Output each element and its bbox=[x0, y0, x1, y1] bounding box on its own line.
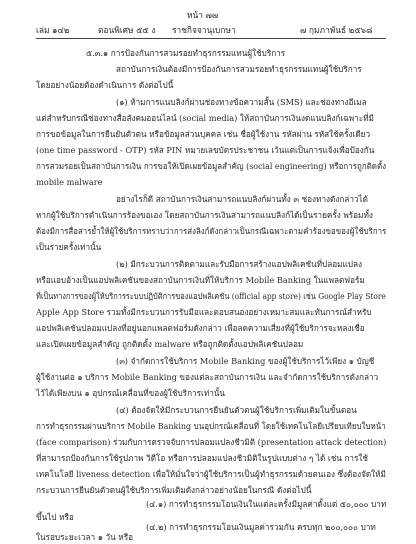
body-line: เทคโนโลยี liveness detection เพื่อให้มั่นใจว่าผู้ใช้บริการเป็นผู้ทำธุรกรรมด้วยตนเอง ซึ่งต้องจัดให้มี bbox=[36, 469, 386, 479]
body-line: ขึ้นไป หรือ bbox=[36, 512, 74, 522]
body-line: การสวมรอยเป็นสถาบันการเงิน การขอให้เปิดเผยข้อมูลสำคัญ (social engineering) หรือการถูกติดตั้ง bbox=[36, 161, 387, 171]
sub-clause-4-1: (๔.๑) การทำธุรกรรมโอนเงินในแต่ละครั้งมีมูลค่าตั้งแต่ ๕๐,๐๐๐ บาท bbox=[146, 499, 387, 509]
clause-1-note: อย่างไรก็ดี สถาบันการเงินสามารถแนบลิงก์ผ่านทั้ง ๓ ช่องทางดังกล่าวได้ bbox=[116, 194, 368, 204]
edition-number: ตอนพิเศษ ๕๕ ง bbox=[98, 25, 156, 35]
sub-clause-4-2: (๔.๒) การทำธุรกรรมโอนเงินมูลค่ารวมกัน ครบทุก ๒๐๐,๐๐๐ บาท bbox=[146, 522, 376, 532]
body-line: การทำธุรกรรมผ่านบริการ Mobile Banking บนอุปกรณ์เคลื่อนที่ โดยใช้เทคโนโลยีเปรียบเทียบใบหน้า bbox=[36, 421, 386, 431]
body-line: (face comparison) ร่วมกับการตรวจจับการปลอมแปลงชีวมิติ (presentation attack detection) bbox=[36, 437, 387, 447]
body-line: กระบวนการยืนยันตัวตนผู้ใช้บริการเพิ่มเติมดังกล่าวอย่างน้อยในกรณี ดังต่อไปนี้ bbox=[36, 485, 312, 495]
body-line: โดยอย่างน้อยต้องดำเนินการ ดังต่อไปนี้ bbox=[36, 80, 174, 90]
clause-1: (๑) ห้ามการแนบลิงก์ผ่านช่องทางข้อความสั้น (SMS) และช่องทางอีเมล bbox=[116, 97, 367, 107]
body-line: ที่สามารถป้องกันการใช้รูปภาพ วิดีโอ หรือการปลอมแปลงชีวมิติในรูปแบบต่าง ๆ ได้ เช่น การใช้ bbox=[36, 453, 368, 463]
clause-2: (๒) มีกระบวนการติดตามและรับมือการสร้างแอปพลิเคชันที่ปลอมแปลง bbox=[116, 259, 363, 269]
body-line: แต่สำหรับกรณีช่องทางสื่อสังคมออนไลน์ (social media) ให้สถาบันการเงินงดแนบลิงก์เฉพาะที่มี bbox=[36, 113, 374, 123]
body-line: เป็นรายครั้งเท่านั้น bbox=[36, 242, 102, 252]
volume-number: เล่ม ๑๔๒ bbox=[36, 25, 70, 35]
clause-3: (๓) จำกัดการใช้บริการ Mobile Banking ของผู้ใช้บริการไว้เพียง ๑ บัญชี bbox=[116, 356, 375, 366]
body-line: หรือแอบอ้างเป็นแอปพลิเคชันของสถาบันการเงินที่ให้บริการ Mobile Banking ในแพลตฟอร์ม bbox=[36, 275, 365, 285]
body-line: mobile malware bbox=[36, 177, 103, 187]
body-line: แอปพลิเคชันปลอมแปลงที่อยู่นอกแพลตฟอร์มดังกล่าว เพื่อลดความเสี่ยงที่ผู้ใช้บริการจะหลงเชื่อ bbox=[36, 323, 365, 333]
body-line: และเปิดเผยข้อมูลสำคัญ ถูกติดตั้ง malware หรือถูกติดตั้งแอปพลิเคชันปลอม bbox=[36, 339, 304, 349]
body-line: (one time password - OTP) รหัส PIN หมายเลขบัตรประชาชน เว้นแต่เป็นการแจ้งเพื่อป้องกัน bbox=[36, 145, 375, 155]
body-line: ในรอบระยะเวลา ๑ วัน หรือ bbox=[36, 532, 134, 542]
body-line: ผู้ใช้งานต่อ ๑ บริการ Mobile Banking ของแต่ละสถาบันการเงิน และจำกัดการใช้บริการดังกล่าว bbox=[36, 372, 379, 382]
header-rule bbox=[36, 38, 386, 39]
body-line: ต้องมีการสื่อสารย้ำให้ผู้ใช้บริการทราบว่าการส่งลิงก์ดังกล่าวเป็นกรณีเฉพาะตามคำร้องขอของผู้ใช้บริการ bbox=[36, 226, 387, 236]
body-line: หากผู้ใช้บริการดำเนินการร้องขอเอง โดยสถาบันการเงินสามารถแนบลิงก์ได้เป็นรายครั้ง พร้อมทั้ง bbox=[36, 210, 373, 220]
gazette-name: ราชกิจจานุเบกษา bbox=[172, 25, 236, 35]
body-line: ไว้ได้เพียงบน ๑ อุปกรณ์เคลื่อนที่ของผู้ใช้บริการเท่านั้น bbox=[36, 388, 226, 398]
section-heading: ๕.๓.๑ การป้องกันการสวมรอยทำธุรกรรมแทนผู้ใช้บริการ bbox=[86, 48, 286, 58]
body-line: ที่เป็นทางการของผู้ให้บริการระบบปฏิบัติการของแอปพลิเคชัน (official app store) เช่น Google Play Store bbox=[36, 291, 386, 301]
publication-date: ๗ กุมภาพันธ์ ๒๕๖๘ bbox=[300, 25, 373, 35]
body-line: Apple App Store รวมทั้งมีกระบวนการรับมือและตอบสนองอย่างเหมาะสมและทันการณ์สำหรับ bbox=[36, 307, 372, 317]
page-number: หน้า ๗๗ bbox=[187, 10, 219, 20]
body-line: สถาบันการเงินต้องมีการป้องกันการสวมรอยทำธุรกรรมแทนผู้ใช้บริการ bbox=[116, 64, 362, 74]
body-line: การขอข้อมูลในการยืนยันตัวตน หรือข้อมูลส่วนบุคคล เช่น ชื่อผู้ใช้งาน รหัสผ่าน รหัสใช้ครั้งเดียว bbox=[36, 129, 371, 139]
clause-4: (๔) ต้องจัดให้มีกระบวนการยืนยันตัวตนผู้ใช้บริการเพิ่มเติมในขั้นตอน bbox=[116, 405, 357, 415]
